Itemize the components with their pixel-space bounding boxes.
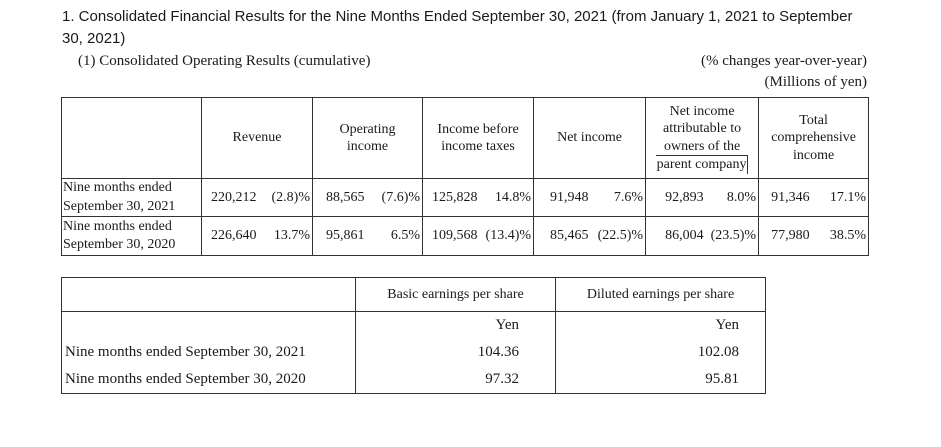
- col-header-text: income taxes: [441, 139, 515, 154]
- operating-income-value: 95,861: [313, 217, 367, 256]
- col-header-net-income: [534, 98, 646, 179]
- col-header-diluted-eps: Diluted earnings per share: [556, 278, 766, 312]
- diluted-eps-value: 95.81: [556, 366, 766, 394]
- table-row: [62, 217, 869, 256]
- net-income-value: 91,948: [534, 179, 591, 217]
- row-label-line: Nine months ended: [63, 218, 172, 234]
- header-row: [62, 98, 869, 179]
- attributable-value: 86,004: [646, 217, 706, 256]
- ibt-change: 14.8%: [480, 179, 534, 217]
- row-label: Nine months ended September 30, 2020: [62, 366, 356, 394]
- row-label-line: September 30, 2020: [63, 237, 176, 252]
- table-row: [62, 179, 869, 217]
- tci-change: 17.1%: [812, 179, 869, 217]
- ibt-change: (13.4)%: [480, 217, 534, 256]
- col-header-text: income: [792, 147, 835, 163]
- revenue-value: 220,212: [202, 179, 259, 217]
- revenue-change: 13.7%: [259, 217, 313, 256]
- table-row: [62, 339, 766, 366]
- subheading: (1) Consolidated Operating Results (cumulative): [78, 53, 371, 69]
- attributable-value: 92,893: [646, 179, 706, 217]
- header-empty-cell: [62, 278, 356, 312]
- row-label: [62, 179, 202, 217]
- table-row: [62, 366, 766, 394]
- col-header-text: Total: [799, 112, 828, 128]
- diluted-eps-value: 102.08: [556, 339, 766, 366]
- row-label: Nine months ended September 30, 2021: [62, 339, 356, 366]
- net-income-value: 85,465: [534, 217, 591, 256]
- col-header-total-comprehensive-income: [759, 98, 869, 179]
- col-header-operating-income: [313, 98, 423, 179]
- net-income-change: 7.6%: [591, 179, 646, 217]
- section-title-line1: 1. Consolidated Financial Results for the Nine Months Ended September 30, 2021 (from January 1, 2021 to September: [62, 8, 853, 25]
- col-header-text: Revenue: [232, 130, 282, 146]
- col-header-basic-eps: Basic earnings per share: [356, 278, 556, 312]
- earnings-per-share-table: [61, 277, 766, 394]
- attributable-change: 8.0%: [706, 179, 759, 217]
- col-header-revenue: [202, 98, 313, 179]
- basic-eps-value: 104.36: [356, 339, 556, 366]
- tci-value: 91,346: [759, 179, 812, 217]
- header-empty-cell: [62, 98, 202, 179]
- tci-value: 77,980: [759, 217, 812, 256]
- ibt-value: 125,828: [423, 179, 480, 217]
- col-header-text: attributable to: [662, 121, 742, 136]
- row-label: [62, 217, 202, 256]
- operating-income-change: (7.6)%: [367, 179, 423, 217]
- net-income-change: (22.5)%: [591, 217, 646, 256]
- revenue-value: 226,640: [202, 217, 259, 256]
- col-header-text: Net income: [669, 103, 735, 119]
- col-header-text: Operating: [339, 121, 396, 137]
- col-header-text: income: [346, 139, 389, 154]
- col-header-text: owners of the: [663, 138, 741, 154]
- col-header-text: Net income: [557, 130, 623, 146]
- unit-row: [62, 312, 766, 340]
- row-label-line: September 30, 2021: [63, 198, 176, 214]
- col-header-text: comprehensive: [771, 130, 856, 146]
- operating-income-change: 6.5%: [367, 217, 423, 256]
- unit-diluted: Yen: [556, 312, 766, 340]
- revenue-change: (2.8)%: [259, 179, 313, 217]
- col-header-income-before-taxes: [423, 98, 534, 179]
- col-header-text: Income before: [437, 121, 519, 137]
- tci-change: 38.5%: [812, 217, 869, 256]
- col-header-text: parent company: [656, 157, 747, 172]
- unit-empty-cell: [62, 312, 356, 340]
- note-units: (Millions of yen): [764, 74, 867, 90]
- basic-eps-value: 97.32: [356, 366, 556, 394]
- unit-basic: Yen: [356, 312, 556, 340]
- section-title-line2: 30, 2021): [62, 30, 126, 47]
- attributable-change: (23.5)%: [706, 217, 759, 256]
- ibt-value: 109,568: [423, 217, 480, 256]
- header-row: [62, 278, 766, 312]
- row-label-line: Nine months ended: [63, 180, 172, 196]
- operating-income-value: 88,565: [313, 179, 367, 217]
- note-percent-changes: (% changes year-over-year): [701, 53, 867, 69]
- operating-results-table: [61, 97, 869, 256]
- col-header-net-income-attributable: [646, 98, 759, 179]
